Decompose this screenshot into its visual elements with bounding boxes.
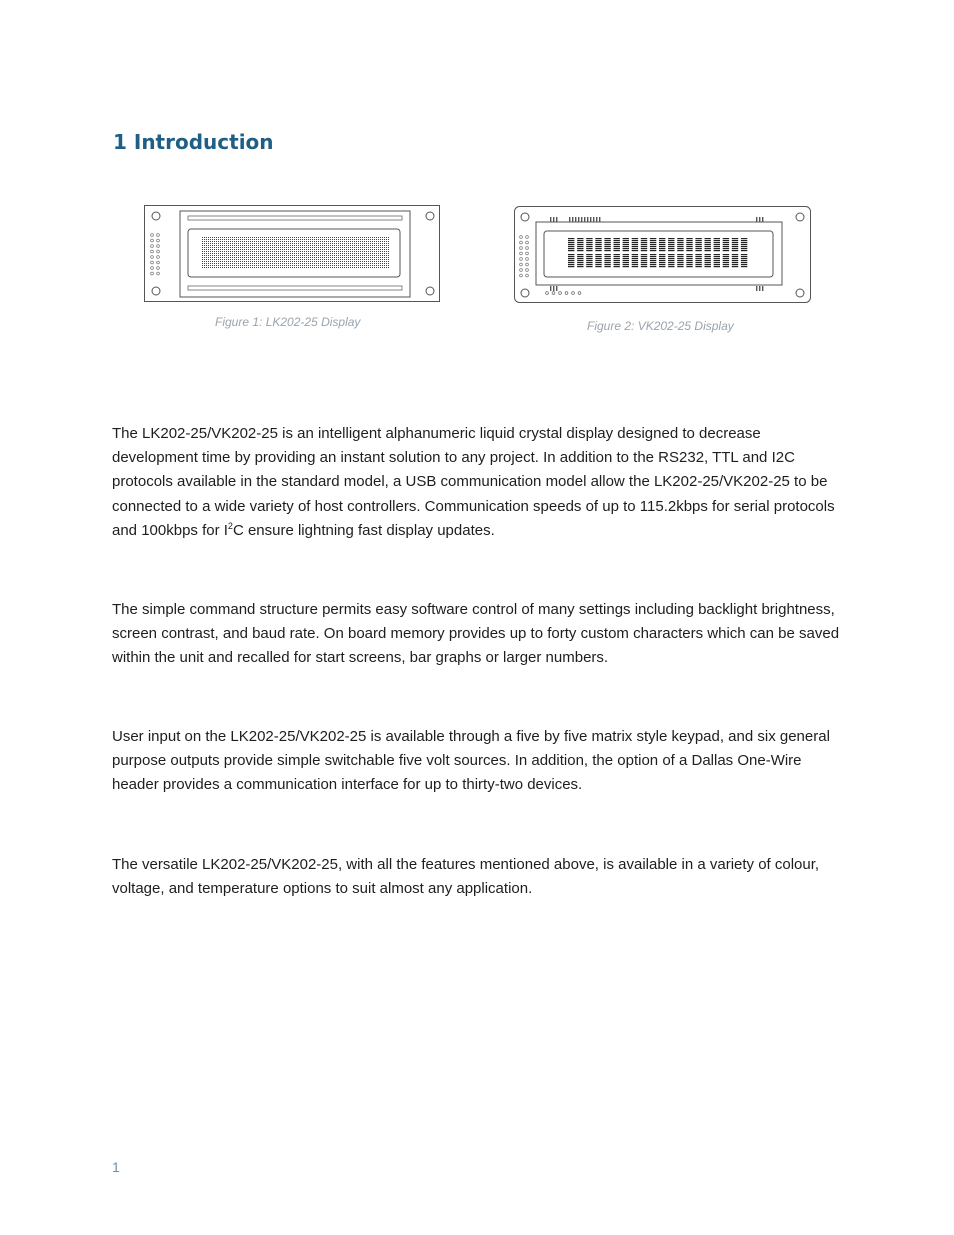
intro-paragraph-4: The versatile LK202-25/VK202-25, with all the features mentioned above, is available in a variety of colour, voltage, and temperature options to suit almost any application. xyxy=(112,856,820,898)
intro-paragraph-2: The simple command structure permits easy software control of many settings including backlight brightness, screen contrast, and baud rate. On board memory provides up to forty custom characters which can be saved within the unit and recalled for start screens, bar graphs or larger numbers. xyxy=(112,601,840,667)
intro-paragraph-1: The LK202-25/VK202-25 is an intelligent alphanumeric liquid crystal display designed to decrease development time by providing an instant solution to any project. In addition to the RS232, TTL and I2C protocols available in the standard model, a USB communication model allow the LK202-25/VK202-25 to be connected to a wide variety of host controllers. Communication speeds of up to 115.2kbps for serial protocols and 100kbps for $I^2C$ ensure lightning fast display updates. xyxy=(112,425,835,539)
vk202-display-figure xyxy=(514,206,812,304)
lk202-display-figure xyxy=(144,205,441,303)
page-number: 1 xyxy=(112,1159,120,1175)
section-heading: 1 Introduction xyxy=(113,130,274,154)
figure-2-caption: Figure 2: VK202-25 Display xyxy=(587,319,734,333)
figure-1-caption: Figure 1: LK202-25 Display xyxy=(215,315,361,329)
lcd-characters xyxy=(201,237,389,269)
intro-paragraph-3: User input on the LK202-25/VK202-25 is available through a five by five matrix style keypad, and six general purpose outputs provide simple switchable five volt sources. In addition, the option of a Dallas One-Wire header provides a communication interface for up to thirty-two devices. xyxy=(112,728,830,794)
